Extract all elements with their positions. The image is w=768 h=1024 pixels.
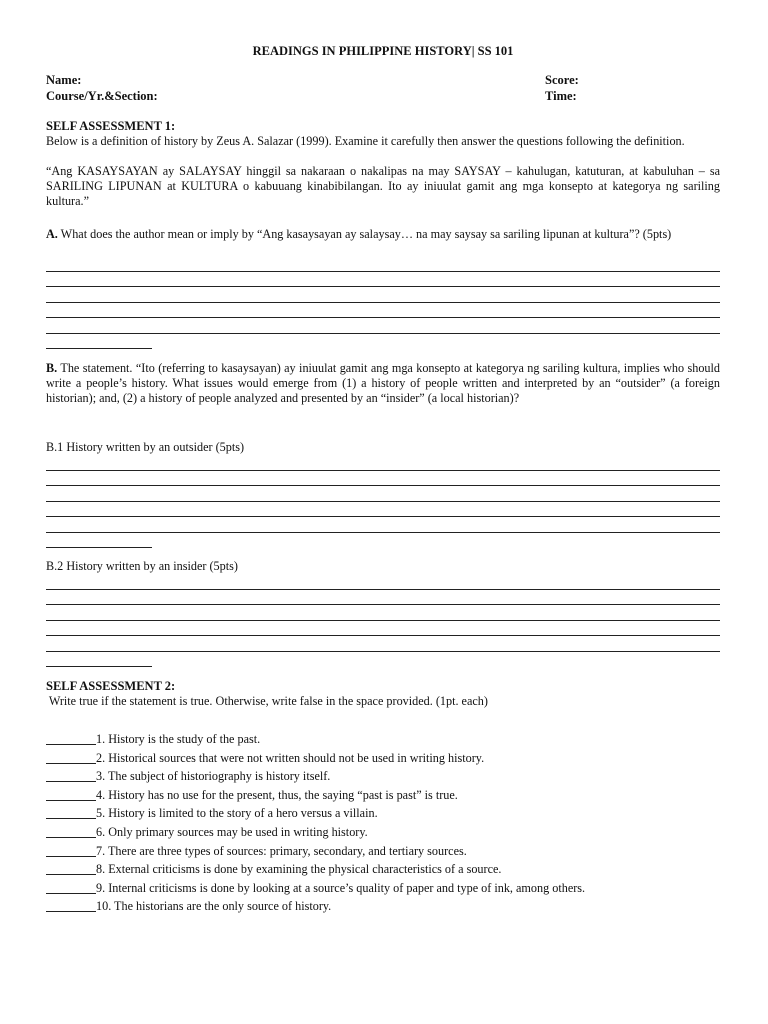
page-title: READINGS IN PHILIPPINE HISTORY| SS 101	[252, 44, 514, 58]
score-label: Score:	[545, 73, 579, 87]
question-a-text: What does the author mean or imply by “Ang kasaysayan ay salaysay… na may saysay sa sariling lipunan at kultura”? (5pts)	[57, 227, 672, 241]
item-text: 2. Historical sources that were not written should not be used in writing history.	[96, 750, 485, 765]
list-item	[46, 879, 720, 898]
answer-blank[interactable]	[46, 844, 96, 857]
true-false-list	[46, 730, 720, 916]
answer-blank[interactable]	[46, 862, 96, 875]
answer-blank[interactable]	[46, 806, 96, 819]
question-b-text: The statement. “Ito (referring to kasaysayan) ay iniuulat gamit ang mga konsepto at kategorya ng sariling kultura, implies who should write a people’s history. What issues would emerge from (1) a history of people written and interpreted by an “outsider” (a foreign historian); and, (2) a history of people analyzed and presented by an “insider” (a local historian)?	[46, 361, 720, 405]
answer-blank[interactable]	[46, 732, 96, 745]
list-item	[46, 860, 720, 879]
time-label: Time:	[545, 89, 577, 103]
answer-lines-a[interactable]	[46, 256, 720, 349]
list-item	[46, 842, 720, 861]
sa1-quote: “Ang KASAYSAYAN ay SALAYSAY hinggil sa nakaraan o nakalipas na may SAYSAY – kahulugan, katuturan, at kabuluhan – sa SARILING LIPUNAN at KULTURA o kabuuang kinabibilangan. Ito ay iniuulat gamit ang mga konsepto at kategorya ng sariling kultura.”	[46, 164, 720, 208]
list-item	[46, 767, 720, 786]
list-item	[46, 897, 720, 916]
question-b	[46, 361, 720, 406]
b1-label: B.1 History written by an outsider (5pts)	[46, 440, 245, 454]
question-a	[46, 227, 720, 242]
sa1-heading: SELF ASSESSMENT 1:	[46, 119, 176, 133]
list-item	[46, 804, 720, 823]
item-text: 8. External criticisms is done by examining the physical characteristics of a source.	[96, 862, 502, 877]
item-text: 7. There are three types of sources: primary, secondary, and tertiary sources.	[96, 843, 467, 858]
answer-blank[interactable]	[46, 769, 96, 782]
sa2-instructions: Write true if the statement is true. Otherwise, write false in the space provided. (1pt. each)	[46, 694, 488, 708]
b2-label: B.2 History written by an insider (5pts)	[46, 559, 238, 573]
question-a-letter: A.	[46, 227, 58, 241]
list-item	[46, 730, 720, 749]
answer-blank[interactable]	[46, 881, 96, 894]
question-b-letter: B.	[46, 361, 58, 375]
item-text: 5. History is limited to the story of a hero versus a villain.	[96, 806, 378, 821]
list-item	[46, 786, 720, 805]
course-label: Course/Yr.&Section:	[46, 89, 158, 103]
item-text: 3. The subject of historiography is history itself.	[96, 769, 331, 784]
answer-blank[interactable]	[46, 899, 96, 912]
answer-blank[interactable]	[46, 751, 96, 764]
answer-blank[interactable]	[46, 825, 96, 838]
name-label: Name:	[46, 73, 82, 87]
sa2-heading: SELF ASSESSMENT 2:	[46, 679, 176, 693]
item-text: 1. History is the study of the past.	[96, 732, 261, 746]
answer-blank[interactable]	[46, 788, 96, 801]
item-text: 4. History has no use for the present, thus, the saying “past is past” is true.	[96, 787, 458, 802]
item-text: 6. Only primary sources may be used in writing history.	[96, 824, 368, 839]
sa1-intro: Below is a definition of history by Zeus A. Salazar (1999). Examine it carefully then answer the questions following the definition.	[46, 134, 685, 148]
list-item	[46, 749, 720, 768]
item-text: 9. Internal criticisms is done by looking at a source’s quality of paper and type of ink, among others.	[96, 880, 586, 895]
answer-lines-b1[interactable]	[46, 455, 720, 548]
list-item	[46, 823, 720, 842]
item-text: 10. The historians are the only source of history.	[96, 899, 332, 914]
answer-lines-b2[interactable]	[46, 574, 720, 667]
